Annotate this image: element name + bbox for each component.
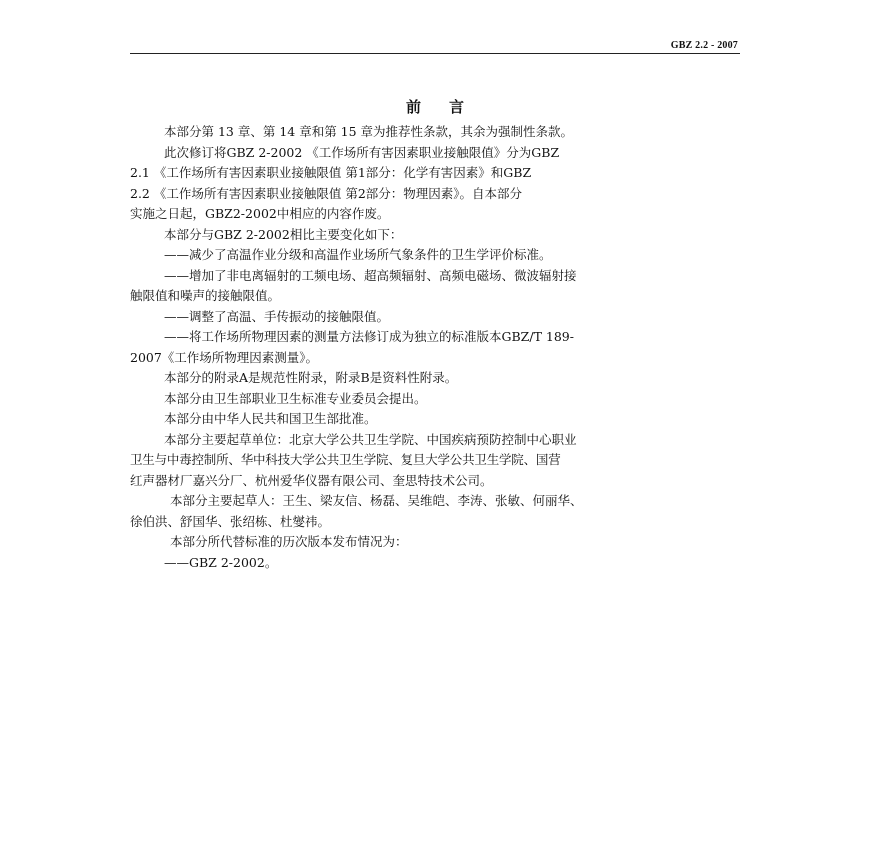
list-item-continuation: 触限值和噪声的接触限值。 — [130, 288, 281, 303]
list-item: ——GBZ 2-2002。 — [164, 554, 278, 570]
header-document-id: GBZ 2.2 - 2007 — [670, 40, 738, 51]
paragraph-line: 卫生与中毒控制所、华中科技大学公共卫生学院、复旦大学公共卫生学院、国营 — [130, 452, 561, 467]
list-item: ——增加了非电离辐射的工频电场、超高频辐射、高频电磁场、微波辐射接 — [164, 267, 577, 283]
paragraph-line: 本部分由卫生部职业卫生标准专业委员会提出。 — [164, 390, 427, 406]
paragraph-line: 徐伯洪、舒国华、张绍栋、杜燮祎。 — [130, 513, 331, 529]
page-title: 前言 — [405, 98, 492, 116]
paragraph-line: 2.1 《工作场所有害因素职业接触限值 第1部分：化学有害因素》和GBZ — [130, 165, 532, 180]
paragraph-line: 本部分由中华人民共和国卫生部批准。 — [164, 411, 377, 426]
paragraph-line: 本部分的附录A是规范性附录，附录B是资料性附录。 — [164, 370, 458, 385]
paragraph-line: 本部分所代替标准的历次版本发布情况为： — [170, 534, 408, 549]
document-body — [130, 122, 740, 573]
paragraph-line: 红声器材厂嘉兴分厂、杭州爱华仪器有限公司、奎思特技术公司。 — [130, 472, 493, 488]
header-rule — [130, 53, 740, 54]
list-item: ——调整了高温、手传振动的接触限值。 — [164, 308, 390, 324]
paragraph-line: 此次修订将GBZ 2-2002 《工作场所有害因素职业接触限值》分为GBZ — [164, 144, 560, 160]
paragraph-line: 本部分第 13 章、第 14 章和第 15 章为推荐性条款，其余为强制性条款。 — [164, 124, 574, 139]
paragraph-line: 实施之日起，GBZ2-2002中相应的内容作废。 — [130, 206, 390, 221]
list-item-continuation: 2007《工作场所物理因素测量》。 — [130, 349, 319, 365]
paragraph-line: 2.2 《工作场所有害因素职业接触限值 第2部分：物理因素》。自本部分 — [130, 185, 523, 201]
list-item: ——减少了高温作业分级和高温作业场所气象条件的卫生学评价标准。 — [164, 247, 552, 262]
paragraph-line: 本部分与GBZ 2-2002相比主要变化如下： — [164, 226, 403, 242]
paragraph-line: 本部分主要起草单位：北京大学公共卫生学院、中国疾病预防控制中心职业 — [164, 431, 577, 447]
list-item: ——将工作场所物理因素的测量方法修订成为独立的标准版本GBZ/T 189- — [164, 329, 574, 344]
paragraph-line: 本部分主要起草人：王生、梁友信、杨磊、吴维皑、李涛、张敏、何丽华、 — [170, 493, 583, 508]
